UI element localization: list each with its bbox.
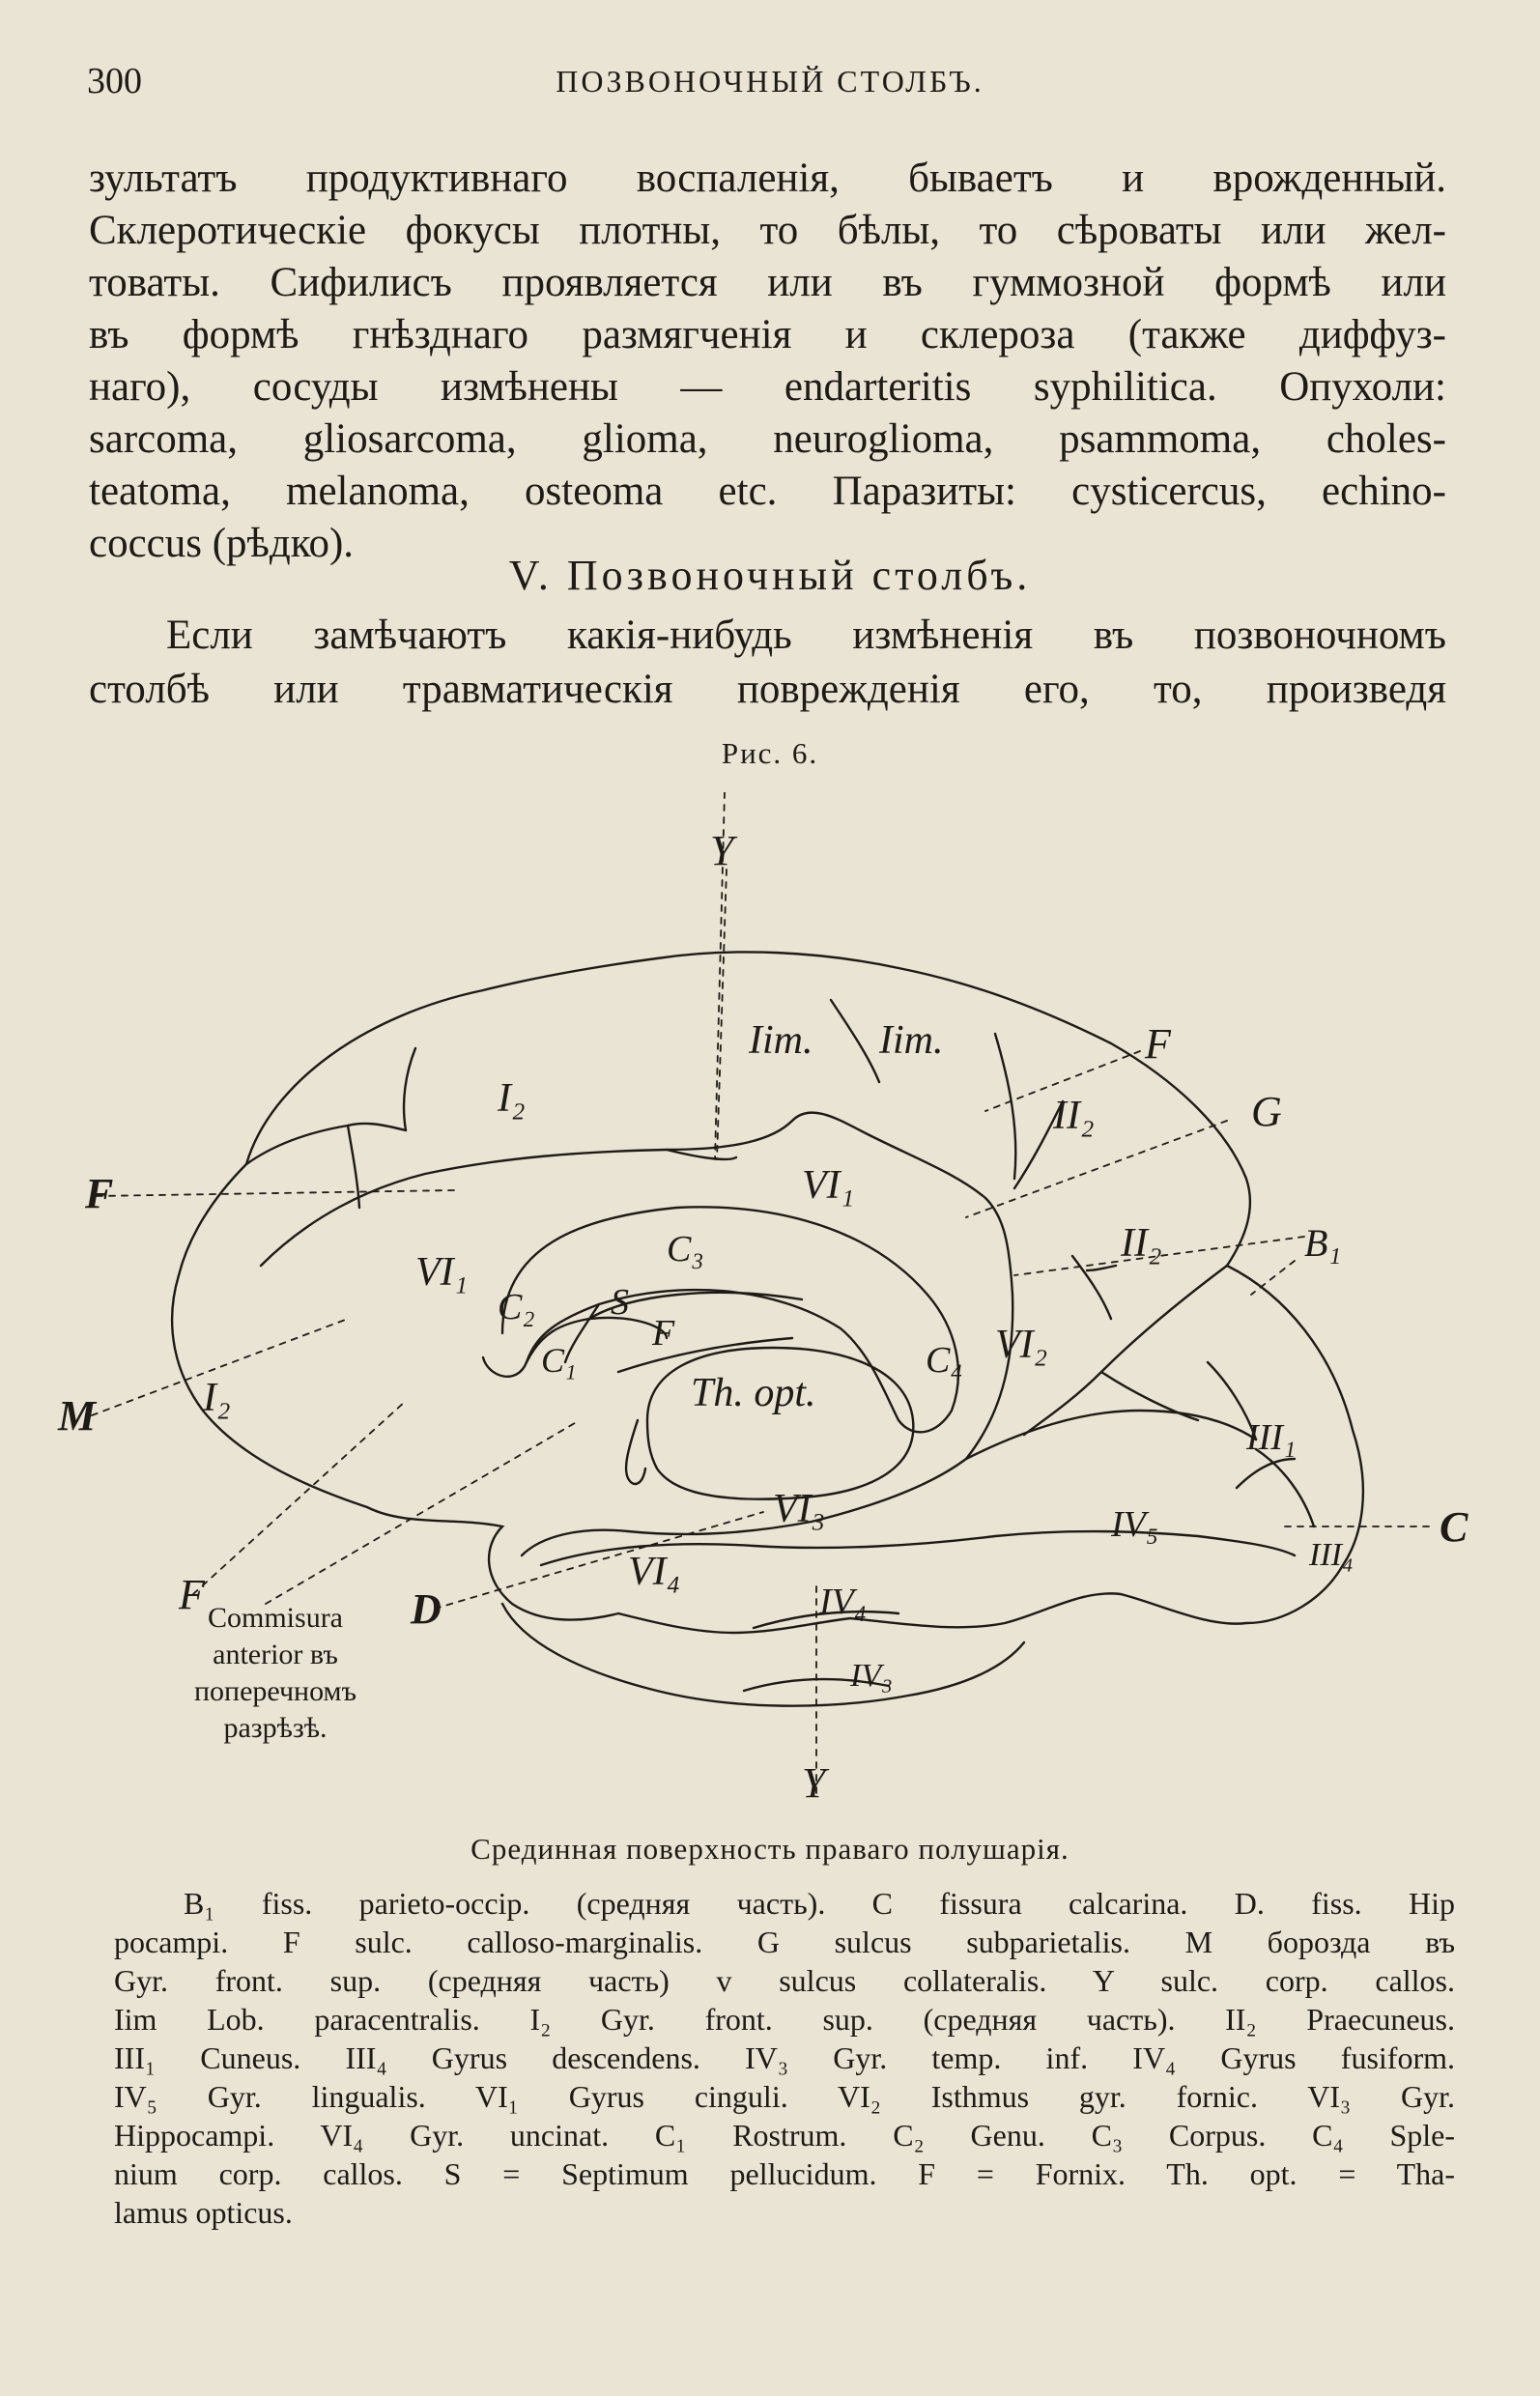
- region-iii1: III₁: [1246, 1417, 1297, 1458]
- region-c2: C₂: [498, 1287, 535, 1327]
- fig-mark-y-bottom: Y: [802, 1759, 826, 1807]
- body-line: зультатъ продуктивнаго воспаленія, бываетъ и врожденный.: [89, 156, 1446, 201]
- region-iii4: III₄: [1309, 1537, 1354, 1573]
- commisura-line: разрѣзѣ.: [223, 1712, 328, 1744]
- region-vi4: VI₄: [628, 1550, 681, 1594]
- legend-line: B₁ fiss. parieto-occip. (средняя часть). C fissura calcarina. D. fiss. Hip: [184, 1886, 1455, 1921]
- legend-line: III₁ Cuneus. III₄ Gyrus descendens. IV₃ Gyr. temp. inf. IV₄ Gyrus fusiform.: [114, 2040, 1455, 2075]
- legend-line: nium corp. callos. S = Septimum pellucidum. F = Fornix. Th. opt. = Tha-: [114, 2156, 1455, 2191]
- region-iim-1: Iim.: [749, 1018, 813, 1063]
- region-thalamus: Th. opt.: [691, 1371, 816, 1415]
- region-i2-left: I₂: [203, 1376, 231, 1420]
- page-number: 300: [87, 61, 142, 101]
- region-vi1-top: VI₁: [802, 1163, 855, 1208]
- body-line: sarcoma, gliosarcoma, glioma, neuroglioma, psammoma, choles-: [89, 416, 1446, 462]
- commisura-line: anterior въ: [213, 1639, 338, 1670]
- region-s: S: [611, 1282, 629, 1323]
- figure-caption-title: Срединная поверхность праваго полушарія.: [471, 1832, 1069, 1866]
- legend-line: IV₅ Gyr. lingualis. VI₁ Gyrus cinguli. VI₂ Isthmus gyr. fornic. VI₃ Gyr.: [114, 2079, 1455, 2114]
- body-line: въ формѣ гнѣзднаго размягченія и склероза (также диффуз-: [89, 312, 1446, 357]
- region-vi2: VI₂: [995, 1323, 1048, 1367]
- fig-mark-y-top: Y: [710, 827, 734, 874]
- body-line: Склеротическіе фокусы плотны, то бѣлы, то сѣроваты или жел-: [89, 208, 1446, 253]
- region-c1: C₁: [541, 1341, 577, 1380]
- region-iim-2: Iim.: [879, 1018, 944, 1063]
- legend-line: Gyr. front. sup. (средняя часть) v sulcus collateralis. Y sulc. corp. callos.: [114, 1963, 1455, 1998]
- fig-mark-m: M: [58, 1392, 97, 1440]
- region-vi1-left: VI₁: [415, 1250, 469, 1295]
- region-vi3: VI₃: [773, 1487, 826, 1531]
- fig-mark-f-left: F: [85, 1170, 114, 1217]
- fig-mark-f-right: F: [1145, 1020, 1171, 1068]
- legend-line: lamus opticus.: [114, 2195, 293, 2230]
- section-paragraph: [89, 609, 1446, 717]
- body-line: наго), сосуды измѣнены — endarteritis syphilitica. Опухоли:: [89, 364, 1446, 410]
- body-line: teatoma, melanoma, osteoma etc. Паразиты: cysticercus, echino-: [89, 469, 1446, 514]
- legend-line: Iim Lob. paracentralis. I₂ Gyr. front. sup. (средняя часть). II₂ Praecuneus.: [114, 2002, 1455, 2037]
- legend-line: pocampi. F sulc. calloso-marginalis. G sulcus subparietalis. M борозда въ: [114, 1925, 1455, 1959]
- region-iv3: IV₃: [850, 1658, 893, 1694]
- figure-label: Рис. 6.: [721, 736, 819, 770]
- running-title: ПОЗВОНОЧНЫЙ СТОЛБЪ.: [556, 64, 984, 99]
- region-iv4: IV₄: [819, 1582, 868, 1622]
- commisura-line: Commisura: [208, 1602, 343, 1634]
- region-c3: C₃: [667, 1229, 704, 1269]
- body-line: товаты. Сифилисъ проявляется или въ гуммозной формѣ или: [89, 260, 1446, 305]
- body-line: столбѣ или травматическія поврежденія его, то, произведя: [89, 667, 1446, 712]
- fig-mark-f-bottom: F: [179, 1571, 205, 1618]
- legend-line: Hippocampi. VI₄ Gyr. uncinat. C₁ Rostrum. C₂ Genu. C₃ Corpus. C₄ Sple-: [114, 2118, 1455, 2153]
- region-c4: C₄: [926, 1340, 963, 1381]
- section-title: V. Позвоночный столбъ.: [508, 552, 1032, 599]
- commisura-note: [145, 1600, 406, 1747]
- body-paragraph: [89, 153, 1446, 570]
- commisura-line: поперечномъ: [193, 1675, 357, 1707]
- region-i2-top: I₂: [498, 1076, 526, 1121]
- body-line: Если замѣчаютъ какія-нибудь измѣненія въ позвоночномъ: [166, 613, 1446, 658]
- region-ii2-mid: II₂: [1121, 1221, 1162, 1266]
- fig-mark-b1: B₁: [1304, 1221, 1342, 1265]
- region-iv5: IV₅: [1111, 1504, 1159, 1545]
- figure-legend: [114, 1884, 1455, 2232]
- region-ii2-top: II₂: [1053, 1094, 1095, 1138]
- body-line: coccus (рѣдко).: [89, 521, 355, 566]
- region-fornix: F: [652, 1313, 675, 1354]
- fig-mark-d: D: [411, 1585, 442, 1633]
- fig-mark-g: G: [1251, 1088, 1282, 1135]
- fig-mark-c: C: [1440, 1503, 1469, 1551]
